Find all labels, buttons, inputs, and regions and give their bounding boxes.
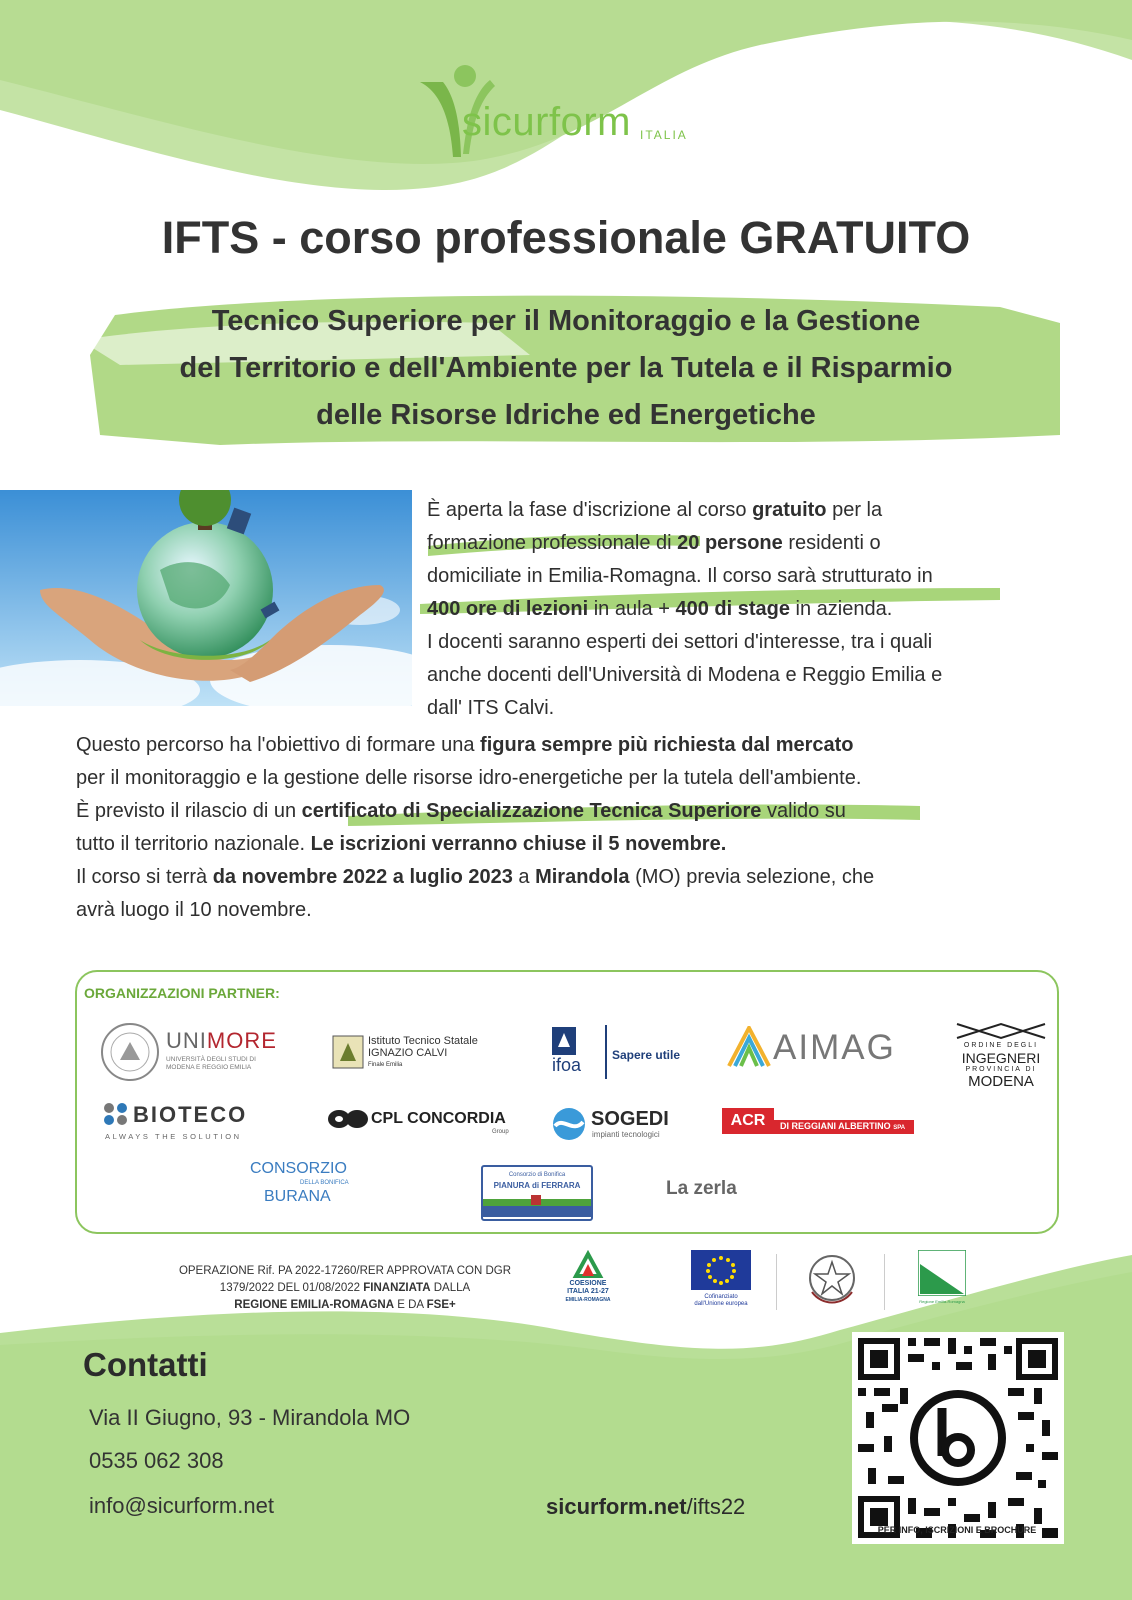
subtitle-line: delle Risorse Idriche ed Energetiche (316, 399, 816, 431)
aimag-mark-icon (727, 1026, 771, 1068)
text-line: formazione professionale di 20 persone residenti o (427, 532, 881, 554)
qr-caption: PER INFO, ISCRIZIONI E BROCHURE (877, 1525, 1037, 1535)
ferrara-landscape-icon (483, 1195, 591, 1217)
email-link[interactable]: info@sicurform.net (89, 1493, 274, 1518)
logo-wordmark: sicurform (462, 100, 631, 144)
partners-title: ORGANIZZAZIONI PARTNER: (84, 985, 280, 1001)
text-line: tutto il territorio nazionale. Le iscrizioni verranno chiuse il 5 novembre. (76, 833, 727, 855)
text-line: Il corso si terrà da novembre 2022 a luglio 2023 a Mirandola (MO) previa selezione, che (76, 866, 875, 888)
divider (884, 1254, 885, 1310)
flyer-page: sicurform ITALIA IFTS - corso professionale GRATUITO Tecnico Superiore per il Monitoraggio e la Gestione del Territorio e dell'Ambiente per la Tutela e il Risparmio delle Risorse Idriche ed Energetiche È aperta la fase d'iscrizione al corso gratuito per la formazione professionale di 20 persone residenti o domiciliate in Emilia-Romagna. Il corso sarà strutturato in 400 ore di lezioni in aula + 400 di stage in azienda. I docenti saranno esperti dei settori d'interesse, tra i quali anche docenti dell'Università di Modena e Reggio Emilia e dall' ITS Calvi. Questo percorso ha l'obiettivo di formare una figura sempre più richiesta dal mercato per il monitoraggio e la gestione delle risorse idro-energetiche per la tutela dell'ambiente. È previsto il rilascio di un certificato di Specializzazione Tecnica Superiore valido su tutto il territorio nazionale. Le iscrizioni verranno chiuse il 5 novembre. Il corso si terrà da novembre 2022 a luglio 2023 a Mirandola (MO) previa selezione, che avrà luogo il 10 novembre. ORGANIZZAZIONI PARTNER: UNIMORE UNIVERSITÀ DEGLI STUDI DI MODENA E REGGIO EMILIA Istituto Tecnico Statale IGNAZIO CALVI Finale Emilia ifoa Sapere utile AIMAG ORDINE DEGLI INGEGNERI PROVINCIA DI MODENA BIOTECO ALWAYS THE SOLUTION CPL CONCORDIA Group SOGEDI impianti tecnologici ACR DI REGGIANI ALBERTINO SPA CONSORZIO DELLA BONIFICA BURANA Consorzio di Bonifica PIANURA di FERRARA La zerla OPERAZIONE Rif. PA 2022-17260/RER APPROVATA CON DGR 1379/2022 DEL 01/08/2022 FINANZIATA DALLA REGIONE EMILIA-ROMAGNA E DA FSE+ COESIONE ITALIA 21-27 EMILIA-ROMAGNA Cofinanziato dall'Unione europea Regione Emilia-Romagna Contatti Via II Giugno, 93 - Mirandola MO 0535 062 308 info@sicurform.net sicurform.net/ifts22 PER INFO, ISCRIZIONI E BROCHURE (0, 0, 1132, 1600)
eu-cofinanced-logo: Cofinanziato dall'Unione europea (676, 1250, 766, 1314)
text-line: Questo percorso ha l'obiettivo di formare una figura sempre più richiesta dal mercato (76, 734, 854, 756)
text-line: I docenti saranno esperti dei settori d'interesse, tra i quali (427, 631, 933, 653)
logo-subtitle: ITALIA (640, 128, 688, 142)
text-line: dall' ITS Calvi. (427, 697, 555, 719)
subtitle-line: del Territorio e dell'Ambiente per la Tutela e il Risparmio (179, 352, 953, 384)
hands-holding-earth-image (0, 490, 412, 706)
italian-republic-emblem-icon (804, 1252, 860, 1310)
coesione-mark-icon (562, 1250, 614, 1280)
text-line: È aperta la fase d'iscrizione al corso gratuito per la (427, 499, 883, 521)
la-zerla-logo: La zerla (666, 1178, 737, 1199)
regione-emilia-romagna-icon (918, 1250, 966, 1296)
text-line: per il monitoraggio e la gestione delle risorse idro-energetiche per la tutela dell'ambiente. (76, 767, 862, 789)
page-title: IFTS - corso professionale GRATUITO (161, 212, 971, 263)
ingegneri-arch-icon (955, 1020, 1047, 1040)
website-link[interactable]: sicurform.net/ifts22 (546, 1494, 746, 1519)
coesione-italia-logo: COESIONE ITALIA 21-27 EMILIA-ROMAGNA (562, 1250, 614, 1314)
calvi-crest-icon (332, 1035, 364, 1069)
divider (776, 1254, 777, 1310)
pianura-ferrara-logo: Consorzio di Bonifica PIANURA di FERRARA (481, 1165, 593, 1221)
text-line: avrà luogo il 10 novembre. (76, 899, 312, 921)
eu-flag-icon (691, 1250, 751, 1290)
bioteco-dots-icon (103, 1102, 129, 1126)
subtitle-line: Tecnico Superiore per il Monitoraggio e la Gestione (211, 305, 921, 337)
phone-text[interactable]: 0535 062 308 (89, 1448, 224, 1473)
course-subtitle (50, 298, 1082, 439)
qr-code-icon[interactable] (858, 1338, 1058, 1538)
sogedi-wave-icon (551, 1106, 587, 1142)
regione-emilia-romagna-logo: Regione Emilia-Romagna (914, 1250, 970, 1314)
text-line: domiciliate in Emilia-Romagna. Il corso sarà strutturato in (427, 565, 933, 587)
text-line: È previsto il rilascio di un certificato di Specializzazione Tecnica Superiore valido su (76, 800, 846, 822)
unimore-seal-icon (100, 1022, 160, 1082)
text-line: anche docenti dell'Università di Modena e Reggio Emilia e (427, 664, 943, 686)
text-line: 400 ore di lezioni in aula + 400 di stage in azienda. (427, 598, 893, 620)
details-paragraph (76, 729, 1076, 927)
intro-paragraph (427, 494, 1067, 725)
ifoa-mark-icon (552, 1027, 576, 1055)
cpl-mark-icon (327, 1109, 369, 1129)
funding-statement: OPERAZIONE Rif. PA 2022-17260/RER APPROVATA CON DGR 1379/2022 DEL 01/08/2022 FINANZIATA DALLA REGIONE EMILIA-ROMAGNA E DA FSE+ (178, 1265, 512, 1311)
ordine-ingegneri-logo: ORDINE DEGLI INGEGNERI PROVINCIA DI MODENA (955, 1020, 1047, 1100)
contacts-title: Contatti (83, 1346, 208, 1383)
address-text: Via II Giugno, 93 - Mirandola MO (89, 1405, 411, 1430)
